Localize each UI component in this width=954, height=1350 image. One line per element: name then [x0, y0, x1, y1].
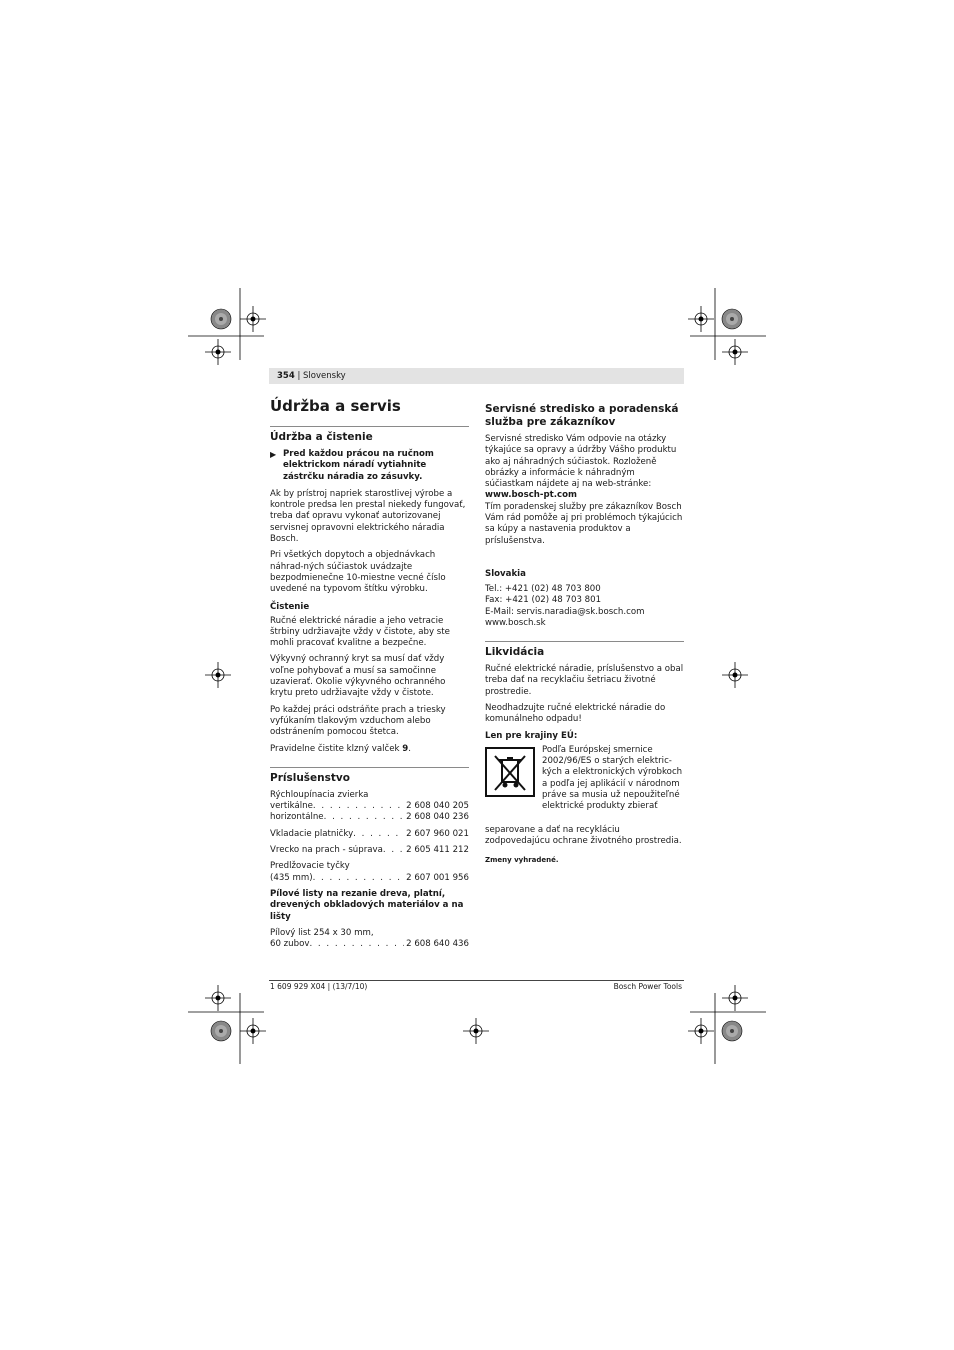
eu-heading: Len pre krajiny EÚ:	[485, 730, 578, 741]
left-column	[270, 396, 469, 955]
accessory-variant: (435 mm)	[270, 872, 313, 883]
order-number: 2 608 040 205	[406, 801, 469, 812]
page-header	[269, 368, 684, 384]
page-title: Údržba a servis	[270, 397, 401, 415]
changes-note: Zmeny vyhradené.	[485, 856, 559, 865]
leader-dots	[313, 873, 405, 884]
accessory-row	[270, 801, 469, 812]
accessory-item	[270, 928, 469, 951]
paragraph: Ručné elektrické náradie, príslušenstvo a obal treba dať na recyklačiu šetriacu životné prostredie.	[485, 664, 684, 697]
contact-tel: Tel.: +421 (02) 48 703 800	[485, 583, 601, 594]
service-url[interactable]: www.bosch-pt.com	[485, 490, 577, 501]
paragraph: Ručné elektrické náradie a jeho vetracie štrbiny udržiavajte vždy v čistote, aby ste mohli pracovať kvalitne a bezpečne.	[270, 615, 450, 649]
leader-dots	[309, 939, 404, 950]
accessory-row	[270, 812, 469, 823]
accessory-label: Vrecko na prach - súprava	[270, 845, 383, 856]
order-number: 2 605 411 212	[406, 845, 469, 856]
header-language: Slovensky	[303, 371, 346, 381]
crossed-bin-icon	[485, 747, 535, 797]
warning-bullet	[270, 449, 469, 483]
paragraph: Po každej práci odstráňte prach a triesky vyfúkaním tlakovým vzduchom alebo odstránením pomocou štetca.	[270, 704, 446, 738]
accessory-label: Pílový list 254 x 30 mm,	[270, 927, 374, 938]
accessory-label: Vkladacie platničky	[270, 828, 354, 839]
accessory-row	[270, 845, 469, 856]
paragraph-text: Servisné stredisko Vám odpovie na otázky týkajúce sa opravy a údržby Vášho produktu ako aj náhradných súčiastok. Rozloženě obrázky a informácie k náhradným súčiastkam nájdete aj na web-stránke:	[485, 434, 677, 490]
paragraph: Neodhadzujte ručné elektrické náradie do komunálneho odpadu!	[485, 703, 666, 725]
contact-email[interactable]: E-Mail: servis.naradia@sk.bosch.com	[485, 606, 645, 617]
header-separator: |	[294, 371, 304, 381]
paragraph-text: Pravidelne čistite klzný valček	[270, 743, 403, 754]
paragraph	[485, 434, 684, 502]
contact-web[interactable]: www.bosch.sk	[485, 617, 546, 628]
accessory-variant: vertikálne	[270, 801, 313, 812]
service-heading: Servisné stredisko a poradenská služba pre zákazníkov	[485, 403, 679, 428]
footer-right: Bosch Power Tools	[613, 982, 682, 991]
order-number: 2 607 001 956	[406, 872, 469, 883]
footer-divider	[269, 980, 684, 981]
accessory-label: Rýchloupínacia zvierka	[270, 789, 369, 800]
right-column	[485, 403, 684, 867]
paragraph: Tím poradenskej služby pre zákazníkov Bosch Vám rád pomôže aj pri problémoch týkajúcich sa kúpy a nastavenia produktov a príslušenstva.	[485, 501, 683, 546]
accessory-row	[270, 829, 469, 840]
weee-text: Podľa Európskej smernice 2002/96/ES o starých elektric-kých a elektronických výrobkoch a podľa jej aplikácií v národnom práve sa musia už nepoužiteľné elektrické produkty zbierať	[542, 744, 683, 812]
order-number: 2 608 640 436	[406, 939, 469, 950]
warning-text: Pred každou prácou na ručnom elektrickom náradí vytiahnite zástrčku náradia zo zásuvky.	[283, 449, 434, 482]
accessory-row	[270, 939, 469, 950]
disposal-heading: Likvidácia	[485, 646, 545, 659]
paragraph: Výkyvný ochranný kryt sa musí dať vždy voľne pohybovať a musí sa samočinne uzavierať. Okolie výkyvného ochranného krytu preto udržiavajte vždy v čistote.	[270, 654, 446, 699]
divider	[270, 426, 469, 427]
part-number: 9	[402, 743, 409, 754]
accessories-heading: Príslušenstvo	[270, 771, 350, 784]
leader-dots	[353, 829, 404, 840]
paragraph: Ak by prístroj napriek starostlivej výrobe a kontrole predsa len prestal niekedy fungovať, treba dať opravu vykonať autorizovanej servisnej opravovni elektrického náradia Bosch.	[270, 488, 466, 545]
order-number: 2 607 960 021	[406, 828, 469, 839]
bullet-arrow-icon: ▶	[270, 450, 277, 459]
accessory-variant: 60 zubov	[270, 939, 310, 950]
cleaning-heading: Čistenie	[270, 601, 310, 612]
contact-fax: Fax: +421 (02) 48 703 801	[485, 595, 602, 606]
accessory-row	[270, 873, 469, 884]
country-heading: Slovakia	[485, 568, 526, 579]
footer-left: 1 609 929 X04 | (13/7/10)	[270, 982, 368, 991]
paragraph: Pri všetkých dopytoch a objednávkach náhrad-ných súčiastok uvádzajte bezpodmienečne 10-miestne vecné číslo uvedené na typovom štítku výrobku.	[270, 550, 446, 595]
paragraph: separovane a dať na recykláciu zodpovedajúcu ochrane životného prostredia.	[485, 824, 682, 846]
leader-dots	[313, 801, 404, 812]
divider	[485, 641, 684, 642]
page-number: 354	[277, 371, 295, 381]
accessory-label: Predlžovacie tyčky	[270, 861, 350, 872]
leader-dots	[383, 845, 404, 856]
weee-block	[485, 745, 684, 825]
accessory-item	[270, 790, 469, 824]
maintenance-heading: Údržba a čistenie	[270, 431, 373, 443]
accessory-variant: horizontálne	[270, 812, 324, 823]
paragraph	[270, 744, 469, 755]
leader-dots	[324, 812, 405, 823]
paragraph-end: .	[408, 743, 411, 754]
blades-heading: Pílové listy na rezanie dreva, platní, drevených obkladových materiálov a na lišty	[270, 888, 464, 922]
divider	[270, 767, 469, 768]
order-number: 2 608 040 236	[406, 812, 469, 823]
accessory-item	[270, 861, 469, 884]
